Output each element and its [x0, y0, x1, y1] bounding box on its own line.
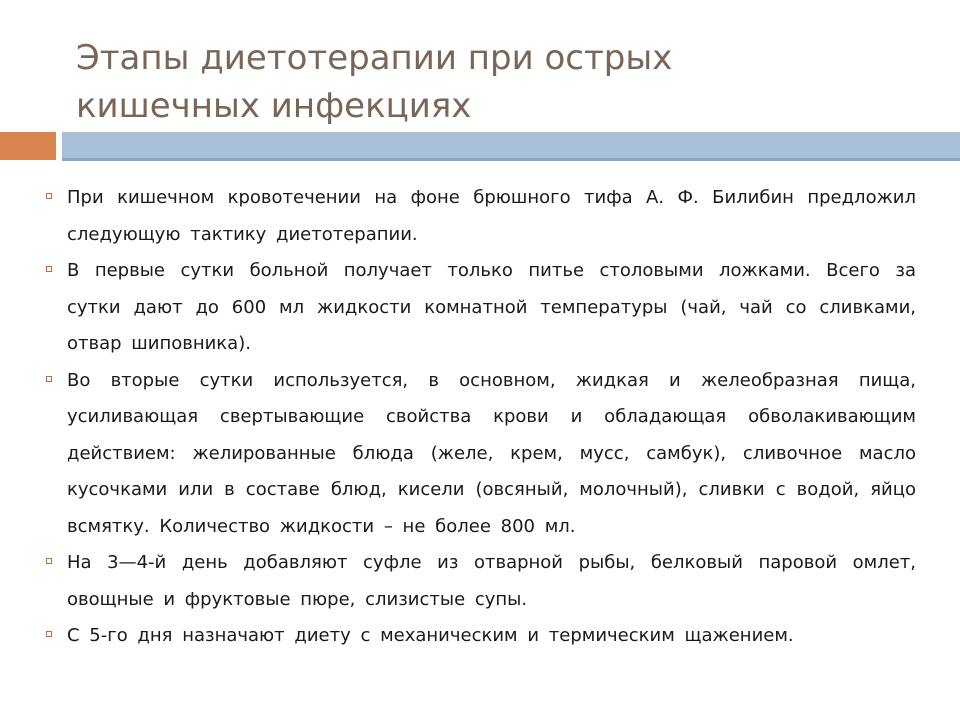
- bullet-item: [46, 618, 916, 655]
- square-bullet-icon: [46, 376, 52, 382]
- slide-title-line-1: Этапы диетотерапии при острых: [76, 38, 673, 78]
- bullet-text: На 3—4-й день добавляют суфле из отварной рыбы, белковый паровой омлет, овощные и фруктовые пюре, слизистые супы.: [67, 552, 916, 610]
- square-bullet-icon: [46, 558, 52, 564]
- accent-bar-orange: [0, 132, 56, 160]
- bullet-list: [46, 180, 916, 655]
- bullet-item: [46, 180, 916, 253]
- square-bullet-icon: [46, 631, 52, 637]
- bullet-item: [46, 545, 916, 618]
- bullet-item: [46, 363, 916, 546]
- accent-bar-blue: [62, 132, 960, 160]
- bullet-text: С 5-го дня назначают диету с механическим и термическим щажением.: [67, 625, 794, 646]
- bullet-text: При кишечном кровотечении на фоне брюшного тифа А. Ф. Билибин предложил следующую тактику диетотерапии.: [67, 187, 916, 245]
- slide-title: [76, 34, 936, 130]
- square-bullet-icon: [46, 193, 52, 199]
- slide-title-line-2: кишечных инфекциях: [76, 86, 472, 126]
- square-bullet-icon: [46, 266, 52, 272]
- bullet-item: [46, 253, 916, 363]
- accent-bar-divider: [62, 158, 960, 161]
- bullet-text: Во вторые сутки используется, в основном, жидкая и желеобразная пища, усиливающая свертывающие свойства крови и обладающая обволакивающим действием: желированные блюда (желе, крем, мусс, самбук), сливочное масло кусочками или в составе блюд, кисели (овсяный, молочный), сливки с водой, яйцо всмятку. Количество жидкости – не более 800 мл.: [67, 369, 916, 537]
- bullet-text: В первые сутки больной получает только питье столовыми ложками. Всего за сутки дают до 600 мл жидкости комнатной температуры (чай, чай со сливками, отвар шиповника).: [67, 260, 916, 354]
